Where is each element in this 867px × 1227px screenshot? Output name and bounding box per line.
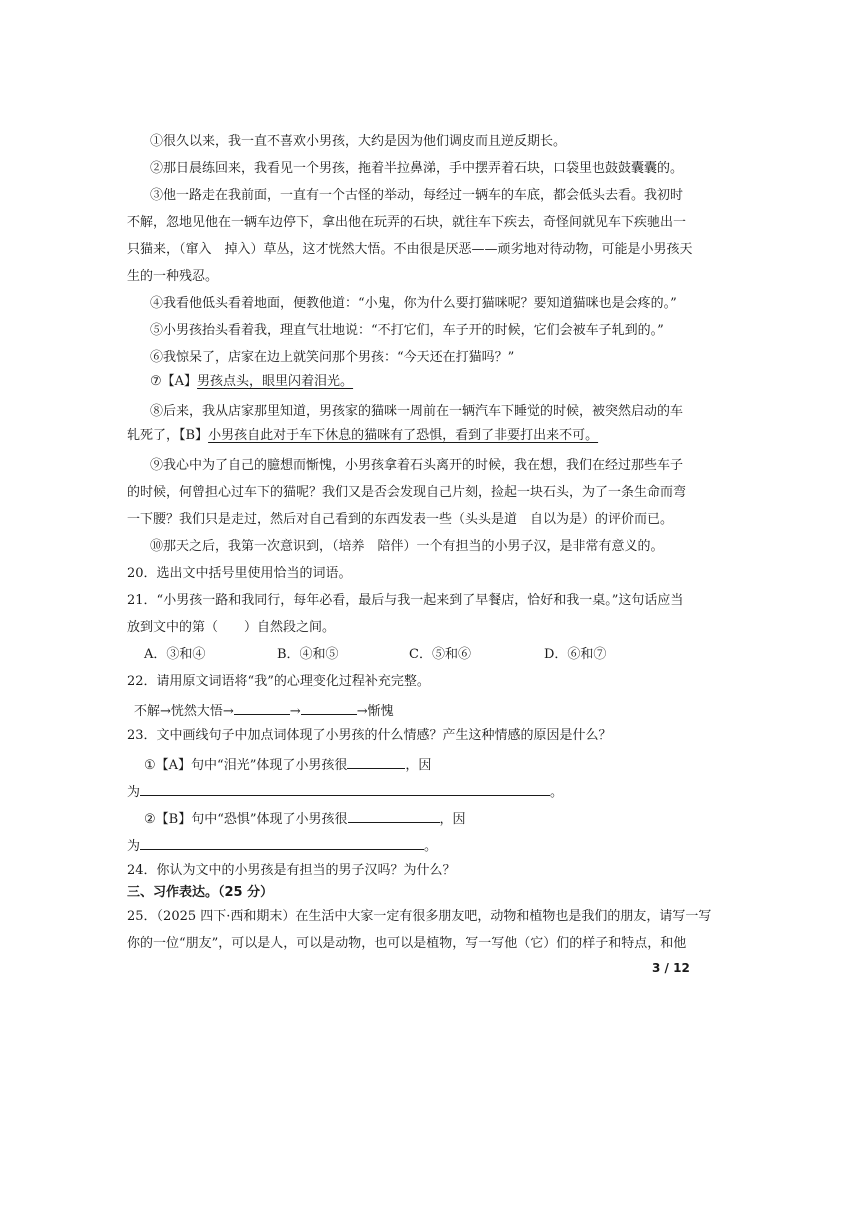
paragraph-3-line-2: 不解，忽地见他在一辆车边停下，拿出他在玩弄的石块，就往车下疾去，奇怪间就见车下疾驰出一 bbox=[127, 215, 687, 230]
question-20: 20．选出文中括号里使用恰当的词语。 bbox=[127, 566, 352, 581]
question-25-line-1: 25．（2025 四下·西和期末）在生活中大家一定有很多朋友吧，动物和植物也是我们的朋友，请写一写 bbox=[127, 909, 712, 924]
chain-end: →惭愧 bbox=[356, 704, 394, 719]
question-25-line-2: 你的一位“朋友”，可以是人，可以是动物，也可以是植物，写一写他（它）们的样子和特点，和他 bbox=[127, 936, 687, 951]
answer-blank-2[interactable] bbox=[301, 701, 357, 715]
question-23-part-a bbox=[144, 755, 431, 774]
paragraph-9-line-2: 的时候，何曾担心过车下的猫呢？我们又是否会发现自己片刻，捡起一块石头，为了一条生命而弯 bbox=[127, 485, 687, 500]
part-a-period: 。 bbox=[550, 785, 564, 800]
question-23-line-1: 23．文中画线句子中加点词体现了小男孩的什么情感？产生这种情感的原因是什么？ bbox=[127, 728, 612, 743]
question-21-options bbox=[144, 647, 606, 663]
label-a: ⑦【A】 bbox=[150, 374, 198, 389]
question-23-part-b-reason bbox=[127, 836, 437, 855]
paragraph-8-line-1: ⑧后来，我从店家那里知道，男孩家的猫咪一周前在一辆汽车下睡觉的时候，被突然启动的车 bbox=[150, 404, 684, 419]
option-b[interactable]: B．④和⑤ bbox=[277, 647, 339, 662]
question-23-part-b bbox=[144, 809, 466, 828]
paragraph-3-line-1: ③他一路走在我前面，一直有一个古怪的举动，每经过一辆车的车底，都会低头去看。我初时 bbox=[150, 188, 684, 203]
label-b: 轧死了，【B】 bbox=[127, 428, 209, 443]
paragraph-2: ②那日晨练回来，我看见一个男孩，拖着半拉鼻涕，手中摆弄着石块，口袋里也鼓鼓囊囊的。 bbox=[150, 161, 684, 176]
part-b-period: 。 bbox=[424, 839, 438, 854]
paragraph-4: ④我看他低头看着地面，便教他道：“小鬼，你为什么要打猫咪呢？要知道猫咪也是会疼的。” bbox=[150, 296, 677, 311]
question-22-chain bbox=[134, 701, 394, 720]
underlined-sentence-a: 男孩点头，眼里闪着泪光。 bbox=[197, 374, 354, 389]
question-21-line-2: 放到文中的第（ ）自然段之间。 bbox=[127, 620, 336, 635]
chain-start: 不解→恍然大悟→ bbox=[134, 704, 234, 719]
section-3-heading: 三、习作表达。（25 分） bbox=[127, 885, 274, 900]
page-number: 3 / 12 bbox=[652, 961, 690, 975]
question-23-part-a-reason bbox=[127, 782, 563, 801]
part-a-prompt: ①【A】句中“泪光”体现了小男孩很 bbox=[144, 758, 348, 773]
part-a-because: ，因 bbox=[405, 758, 432, 773]
question-22-line-1: 22．请用原文词语将“我”的心理变化过程补充完整。 bbox=[127, 674, 430, 689]
chain-arrow: → bbox=[289, 704, 301, 719]
underlined-sentence-b: 小男孩自此对于车下休息的猫咪有了恐惧，看到了非要打出来不可。 bbox=[208, 428, 599, 443]
part-b-prompt: ②【B】句中“恐惧”体现了小男孩很 bbox=[144, 812, 348, 827]
part-a-wei: 为 bbox=[127, 785, 141, 800]
option-d[interactable]: D．⑥和⑦ bbox=[544, 647, 607, 662]
answer-blank-1[interactable] bbox=[234, 701, 290, 715]
paragraph-3-line-3: 只猫来，（窜入 掉入）草丛，这才恍然大悟。不由很是厌恶——顽劣地对待动物，可能是小男孩天 bbox=[127, 242, 693, 257]
answer-blank-a-reason[interactable] bbox=[140, 782, 550, 796]
answer-blank-b-reason[interactable] bbox=[140, 836, 424, 850]
question-24: 24．你认为文中的小男孩是有担当的男子汉吗？为什么？ bbox=[127, 863, 456, 878]
answer-blank-b-feeling[interactable] bbox=[348, 809, 440, 823]
part-b-wei: 为 bbox=[127, 839, 141, 854]
paragraph-1: ①很久以来，我一直不喜欢小男孩，大约是因为他们调皮而且逆反期长。 bbox=[150, 134, 567, 149]
paragraph-10: ⑩那天之后，我第一次意识到，（培养 陪伴）一个有担当的小男子汉，是非常有意义的。 bbox=[150, 539, 664, 554]
option-a[interactable]: A．③和④ bbox=[144, 647, 206, 662]
paragraph-5: ⑤小男孩抬头看着我，理直气壮地说：“不打它们，车子开的时候，它们会被车子轧到的。” bbox=[150, 323, 664, 338]
paragraph-7 bbox=[150, 374, 353, 390]
paragraph-9-line-1: ⑨我心中为了自己的臆想而惭愧，小男孩拿着石头离开的时候，我在想，我们在经过那些车子 bbox=[150, 458, 684, 473]
paragraph-8-line-2 bbox=[127, 428, 598, 444]
paragraph-3-line-4: 生的一种残忍。 bbox=[127, 269, 219, 284]
option-c[interactable]: C．⑤和⑥ bbox=[409, 647, 471, 662]
answer-blank-a-feeling[interactable] bbox=[347, 755, 405, 769]
paragraph-6: ⑥我惊呆了，店家在边上就笑问那个男孩：“今天还在打猫吗？” bbox=[150, 350, 515, 365]
part-b-because: ，因 bbox=[439, 812, 466, 827]
paragraph-9-line-3: 一下腰？我们只是走过，然后对自己看到的东西发表一些（头头是道 自以为是）的评价而已。 bbox=[127, 512, 674, 527]
question-21-line-1: 21．“小男孩一路和我同行，每年必看，最后与我一起来到了早餐店，恰好和我一桌。”这句话应当 bbox=[127, 593, 684, 608]
